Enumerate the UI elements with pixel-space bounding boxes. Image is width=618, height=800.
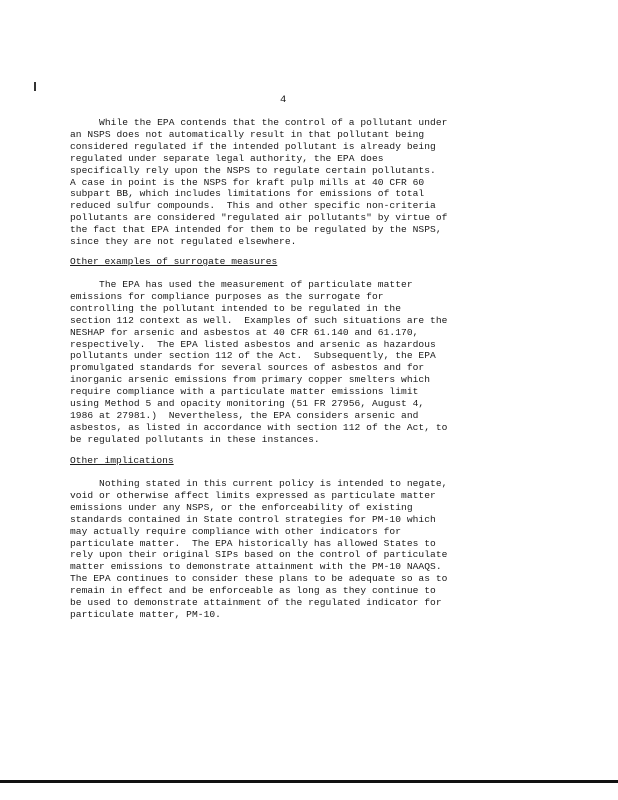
paragraph-surrogate-examples: The EPA has used the measurement of particulate matter emissions for compliance purposes as the surrogate for controlling the pollutant intended to be regulated in the section 112 context as well. Examples of such situations are the NESHAP for arsenic and asbestos at 40 CFR 61.140 and 61.170, respectively. The EPA listed asbestos and arsenic as hazardous pollutants under section 112 of the Act. Subsequently, the EPA promulgated standards for several sources of asbestos and for inorganic arsenic emissions from primary copper smelters which require compliance with a particulate matter emissions limit using Method 5 and opacity monitoring (51 FR 27956, August 4, 1986 at 27981.) Nevertheless, the EPA considers arsenic and asbestos, as listed in accordance with section 112 of the Act, to be regulated pollutants in these instances. (70, 279, 448, 445)
heading-other-implications: Other implications (70, 455, 174, 466)
paragraph-other-implications: Nothing stated in this current policy is intended to negate, void or otherwise affect limits expressed as particulate matter emissions under any NSPS, or the enforceability of existing standards contained in State control strategies for PM-10 which may actually require compliance with other indicators for particulate matter. The EPA historically has allowed States to rely upon their original SIPs based on the control of particulate matter emissions to demonstrate attainment with the PM-10 NAAQS. The EPA continues to consider these plans to be adequate so as to remain in effect and be enforceable as long as they continue to be used to demonstrate attainment of the regulated indicator for particulate matter, PM-10. (70, 478, 448, 620)
scan-bottom-edge (0, 780, 618, 783)
scan-mark (34, 82, 36, 91)
heading-surrogate-measures: Other examples of surrogate measures (70, 256, 278, 267)
paragraph-nsps-regulation: While the EPA contends that the control of a pollutant under an NSPS does not automatically result in that pollutant being considered regulated if the intended pollutant is already being regulated under separate legal authority, the EPA does specifically rely upon the NSPS to regulate certain pollutants. A case in point is the NSPS for kraft pulp mills at 40 CFR 60 subpart BB, which includes limitations for emissions of total reduced sulfur compounds. This and other specific non-criteria pollutants are considered "regulated air pollutants" by virtue of the fact that EPA intended for them to be regulated by the NSPS, since they are not regulated elsewhere. (70, 117, 448, 248)
page-number: 4 (280, 94, 287, 106)
